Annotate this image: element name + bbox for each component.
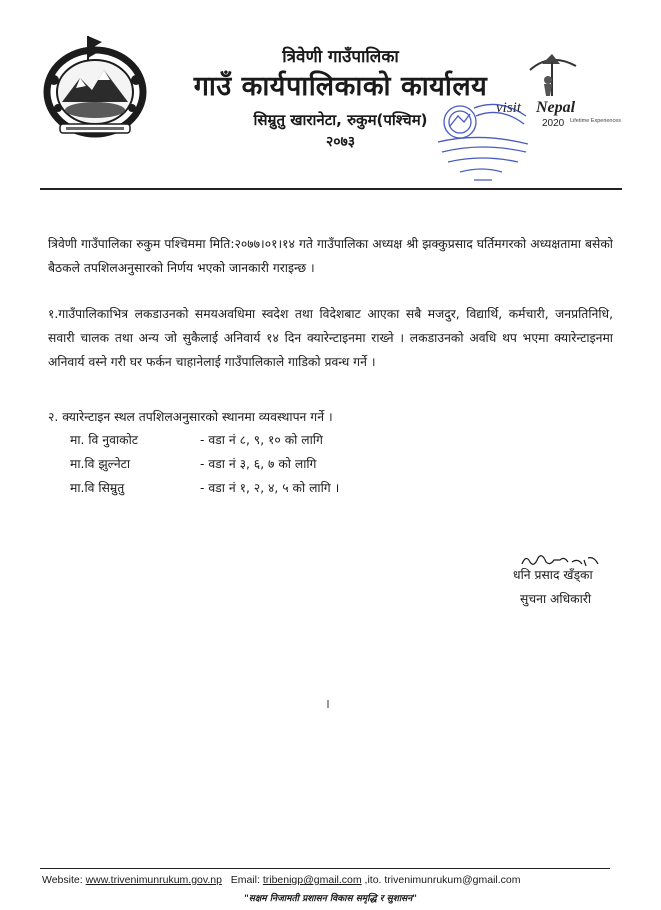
email-label: Email: xyxy=(230,874,260,886)
website-label: Website: xyxy=(42,874,83,886)
footer-motto: "सक्षम निजामती प्रशासन विकास समृद्धि र सुशासन" xyxy=(244,894,417,904)
office-title: गाउँ कार्यपालिकाको कार्यालय xyxy=(193,71,488,102)
official-stamp-icon xyxy=(430,92,540,184)
site-wards: - वडा नं ३, ६, ७ को लागि xyxy=(200,457,317,471)
email2-text: trivenimunrukum@gmail.com xyxy=(384,874,521,886)
tagline-text: Lifetime Experiences xyxy=(570,118,622,124)
website-link[interactable]: www.trivenimunrukum.gov.np xyxy=(85,874,222,886)
municipality-name: त्रिवेणी गाउँपालिका xyxy=(282,47,399,67)
list-item xyxy=(70,479,339,496)
signatory-name: धनि प्रसाद खँड्का xyxy=(513,568,593,582)
site-school: मा.वि सिम्रुतु xyxy=(70,481,125,495)
office-address: सिम्रुतु खारानेटा, रुकुम(पश्चिम) xyxy=(253,111,428,129)
footer-contact xyxy=(42,874,521,886)
site-wards: - वडा नं १, २, ४, ५ को लागि । xyxy=(200,481,340,495)
list-item xyxy=(70,431,323,448)
decision-2-title: २. क्यारेन्टाइन स्थल तपशिलअनुसारको स्थानमा व्यवस्थापन गर्ने । xyxy=(48,410,333,424)
intro-paragraph: त्रिवेणी गाउँपालिका रुकुम पश्चिममा मिति:२०७७।०१।१४ गते गाउँपालिका अध्यक्ष श्री झक्कुप्रसाद घर्तिमगरको अध्यक्षतामा बसेको बैठकले तपशिलअनुसारको निर्णय भएको जानकारी गराइन्छ । xyxy=(48,237,613,275)
email2-prefix: ,ito. xyxy=(364,874,382,886)
site-school: मा.वि झुल्नेटा xyxy=(70,457,131,471)
site-school: मा. वि नुवाकोट xyxy=(70,433,138,447)
visit-text: visit xyxy=(496,100,521,116)
scan-mark xyxy=(327,700,329,708)
nepal-text: Nepal xyxy=(536,99,576,116)
establishment-year: २०७३ xyxy=(325,134,356,150)
header-divider xyxy=(40,188,622,190)
site-wards: - वडा नं ८, ९, १० को लागि xyxy=(200,433,323,447)
signatory-title: सुचना अधिकारी xyxy=(520,592,592,606)
list-item xyxy=(70,455,317,472)
footer-divider xyxy=(40,868,610,869)
email-link[interactable]: tribenigp@gmail.com xyxy=(262,874,362,886)
year-2020-text: 2020 xyxy=(542,118,565,129)
decision-1-paragraph: १.गाउँपालिकाभित्र लकडाउनको समयअवधिमा स्वदेश तथा विदेशबाट आएका सबै मजदुर, विद्यार्थि, कर्मचारी, जनप्रतिनिधि, सवारी चालक तथा अन्य जो सुकैलाई अनिवार्य १४ दिन क्यारेन्टाइनमा राख्ने । लकडाउनको अवधि थप भएमा क्यारेन्टाइनमा अनिवार्य वस्ने गरी घर फर्कन चाहानेलाई गाउँपालिकाले गाडिको प्रवन्ध गर्ने । xyxy=(48,307,613,369)
